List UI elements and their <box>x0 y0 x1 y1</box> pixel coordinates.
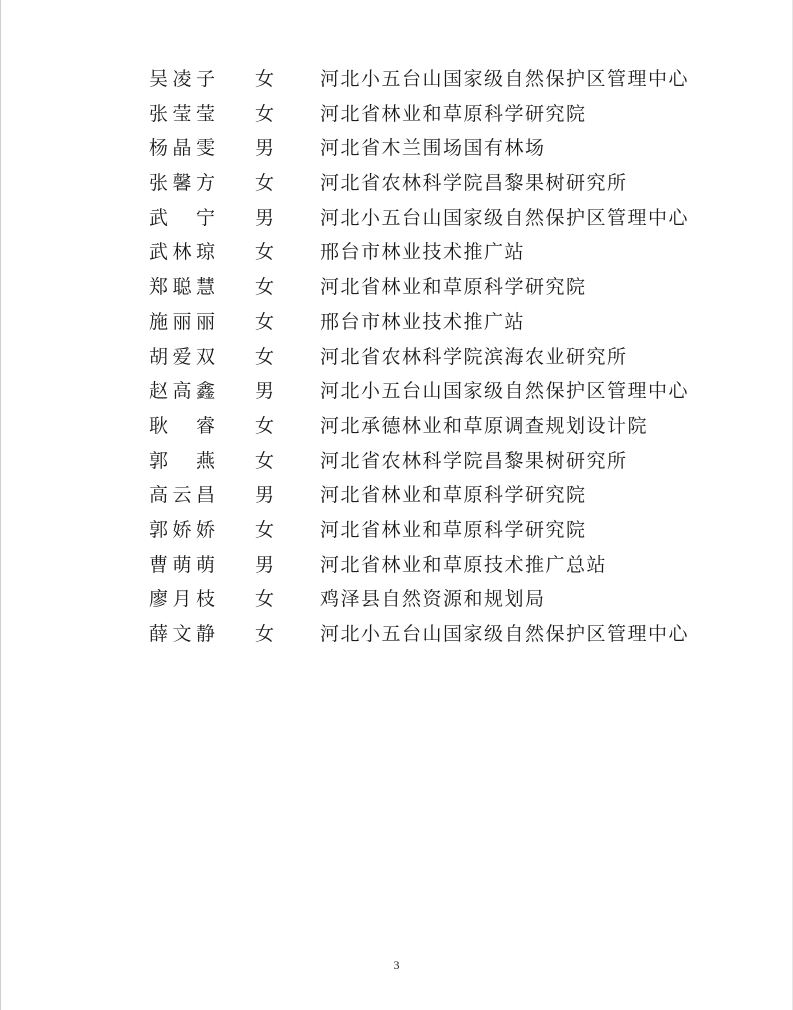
person-name: 武宁 <box>149 206 215 229</box>
person-organization: 河北省林业和草原科学研究院 <box>320 102 587 125</box>
person-gender: 女 <box>255 241 275 264</box>
person-name: 耿睿 <box>149 414 215 437</box>
roster-row <box>0 374 793 409</box>
person-organization: 河北省林业和草原科学研究院 <box>320 484 587 507</box>
roster-row <box>0 166 793 201</box>
person-organization: 河北小五台山国家级自然保护区管理中心 <box>320 623 690 645</box>
page-number: 3 <box>393 958 400 972</box>
person-gender: 女 <box>255 623 275 645</box>
person-gender: 女 <box>255 449 275 472</box>
person-gender: 女 <box>255 276 275 299</box>
person-gender: 男 <box>255 206 275 229</box>
person-organization: 河北小五台山国家级自然保护区管理中心 <box>320 380 690 403</box>
roster-row <box>0 548 793 583</box>
person-gender: 女 <box>255 518 275 541</box>
person-name: 曹萌萌 <box>149 553 215 576</box>
person-gender: 男 <box>255 137 275 160</box>
roster-row <box>0 131 793 166</box>
person-name: 郑聪慧 <box>149 276 215 299</box>
person-organization: 河北省农林科学院滨海农业研究所 <box>320 345 628 368</box>
person-gender: 女 <box>255 172 275 195</box>
person-name: 武林琼 <box>149 241 215 264</box>
person-organization: 邢台市林业技术推广站 <box>320 310 526 333</box>
person-organization: 河北省林业和草原技术推广总站 <box>320 553 608 576</box>
person-name: 胡爱双 <box>149 345 215 368</box>
person-organization: 河北省木兰围场国有林场 <box>320 137 546 160</box>
person-gender: 男 <box>255 484 275 507</box>
roster-row <box>0 340 793 375</box>
person-organization: 鸡泽县自然资源和规划局 <box>320 588 546 611</box>
roster-list <box>0 62 793 652</box>
person-gender: 女 <box>255 102 275 125</box>
person-gender: 女 <box>255 345 275 368</box>
person-organization: 河北省林业和草原科学研究院 <box>320 276 587 299</box>
person-name: 赵高鑫 <box>149 380 215 403</box>
person-organization: 河北小五台山国家级自然保护区管理中心 <box>320 68 690 90</box>
person-name: 高云昌 <box>149 484 215 507</box>
person-name: 郭娇娇 <box>149 518 215 541</box>
person-name: 张莹莹 <box>149 102 215 125</box>
roster-row <box>0 444 793 479</box>
roster-row <box>0 270 793 305</box>
person-organization: 河北省农林科学院昌黎果树研究所 <box>320 449 628 472</box>
person-name: 薛文静 <box>149 623 215 645</box>
roster-row <box>0 97 793 132</box>
person-gender: 女 <box>255 68 275 90</box>
person-name: 张馨方 <box>149 172 215 195</box>
roster-row <box>0 62 793 97</box>
person-organization: 河北承德林业和草原调查规划设计院 <box>320 414 649 437</box>
roster-row <box>0 513 793 548</box>
person-name: 杨晶雯 <box>149 137 215 160</box>
person-name: 吴凌子 <box>149 68 215 90</box>
person-organization: 邢台市林业技术推广站 <box>320 241 526 264</box>
roster-row <box>0 582 793 617</box>
person-name: 郭燕 <box>149 449 215 472</box>
person-gender: 女 <box>255 414 275 437</box>
roster-row <box>0 235 793 270</box>
person-gender: 女 <box>255 588 275 611</box>
person-name: 廖月枝 <box>149 588 215 611</box>
person-organization: 河北省林业和草原科学研究院 <box>320 518 587 541</box>
roster-row <box>0 409 793 444</box>
roster-row <box>0 617 793 652</box>
roster-row <box>0 478 793 513</box>
person-gender: 男 <box>255 553 275 576</box>
person-name: 施丽丽 <box>149 310 215 333</box>
person-organization: 河北省农林科学院昌黎果树研究所 <box>320 172 628 195</box>
person-gender: 女 <box>255 310 275 333</box>
person-organization: 河北小五台山国家级自然保护区管理中心 <box>320 206 690 229</box>
roster-row <box>0 305 793 340</box>
roster-row <box>0 201 793 236</box>
person-gender: 男 <box>255 380 275 403</box>
